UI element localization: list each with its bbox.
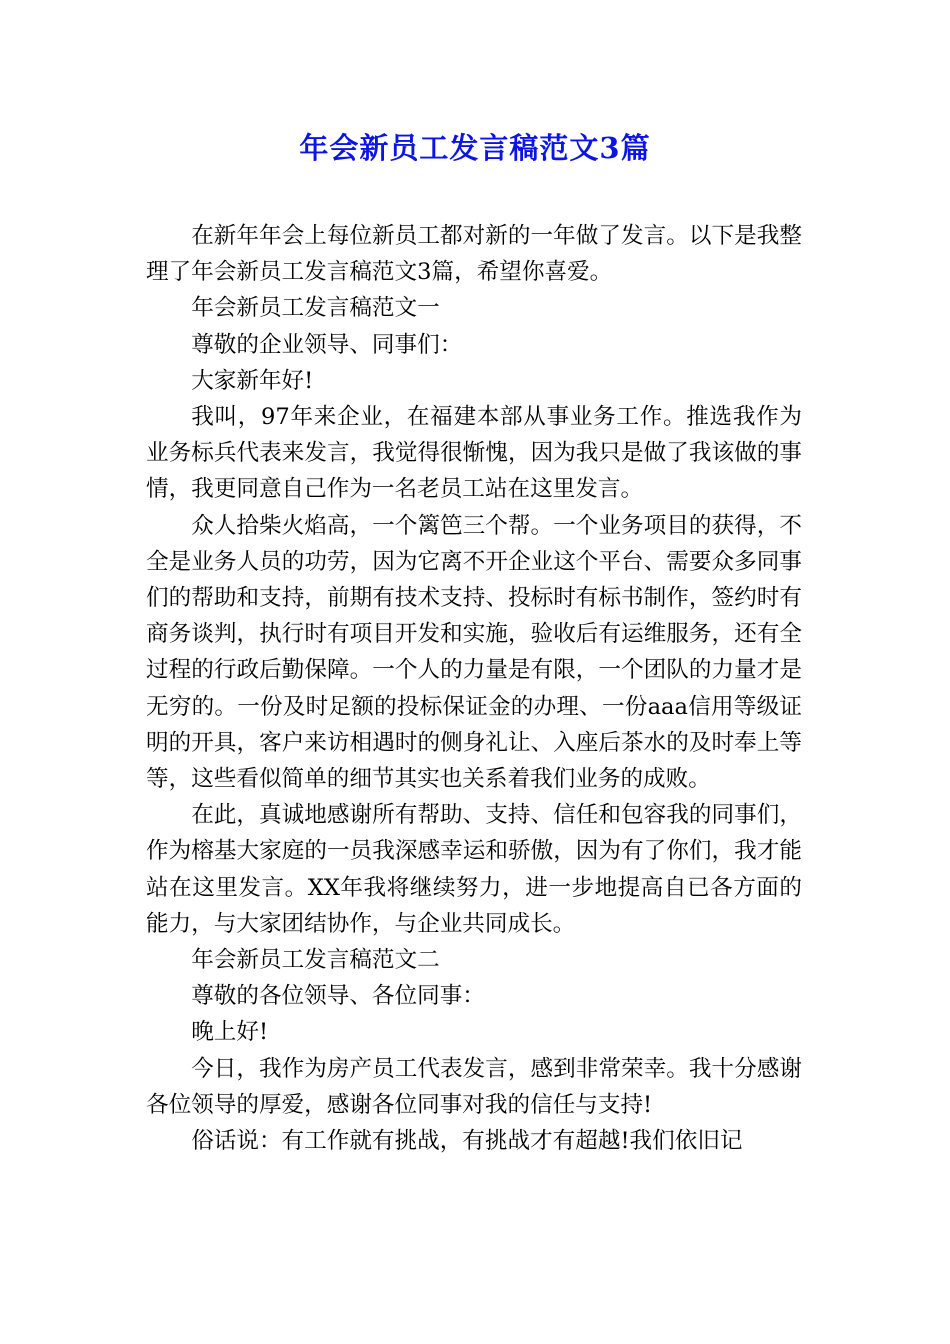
greeting-2: 晚上好! — [191, 1019, 269, 1046]
paragraph: 俗话说：有工作就有挑战，有挑战才有超越!我们依旧记 — [191, 1128, 743, 1155]
section-heading-1: 年会新员工发言稿范文一 — [191, 295, 440, 322]
salutation-1: 尊敬的企业领导、同事们： — [191, 331, 463, 358]
greeting-1: 大家新年好! — [191, 367, 314, 394]
section-heading-2: 年会新员工发言稿范文二 — [191, 947, 440, 974]
paragraph-intro: 在新年年会上每位新员工都对新的一年做了发言。以下是我整理了年会新员工发言稿范文3篇，希望你喜爱。 — [146, 223, 802, 286]
document-body — [146, 218, 802, 1159]
paragraph: 我叫，97年来企业，在福建本部从事业务工作。推选我作为业务标兵代表来发言，我觉得很惭愧，因为我只是做了我该做的事情，我更同意自己作为一名老员工站在这里发言。 — [146, 404, 802, 503]
salutation-2: 尊敬的各位领导、各位同事： — [191, 983, 485, 1010]
paragraph: 今日，我作为房产员工代表发言，感到非常荣幸。我十分感谢各位领导的厚爱，感谢各位同事对我的信任与支持! — [146, 1055, 802, 1118]
paragraph: 在此，真诚地感谢所有帮助、支持、信任和包容我的同事们，作为榕基大家庭的一员我深感幸运和骄傲，因为有了你们，我才能站在这里发言。XX年我将继续努力，进一步地提高自已各方面的能力，与大家团结协作，与企业共同成长。 — [146, 802, 802, 937]
document-title: 年会新员工发言稿范文3篇 — [299, 131, 651, 165]
paragraph: 众人拾柴火焰高，一个篱笆三个帮。一个业务项目的获得，不全是业务人员的功劳，因为它离不开企业这个平台、需要众多同事们的帮助和支持，前期有技术支持、投标时有标书制作，签约时有商务谈判，执行时有项目开发和实施，验收后有运维服务，还有全过程的行政后勤保障。一个人的力量是有限，一个团队的力量才是无穷的。一份及时足额的投标保证金的办理、一份aaa信用等级证明的开具，客户来访相遇时的侧身礼让、入座后茶水的及时奉上等等，这些看似简单的细节其实也关系着我们业务的成败。 — [146, 512, 802, 793]
